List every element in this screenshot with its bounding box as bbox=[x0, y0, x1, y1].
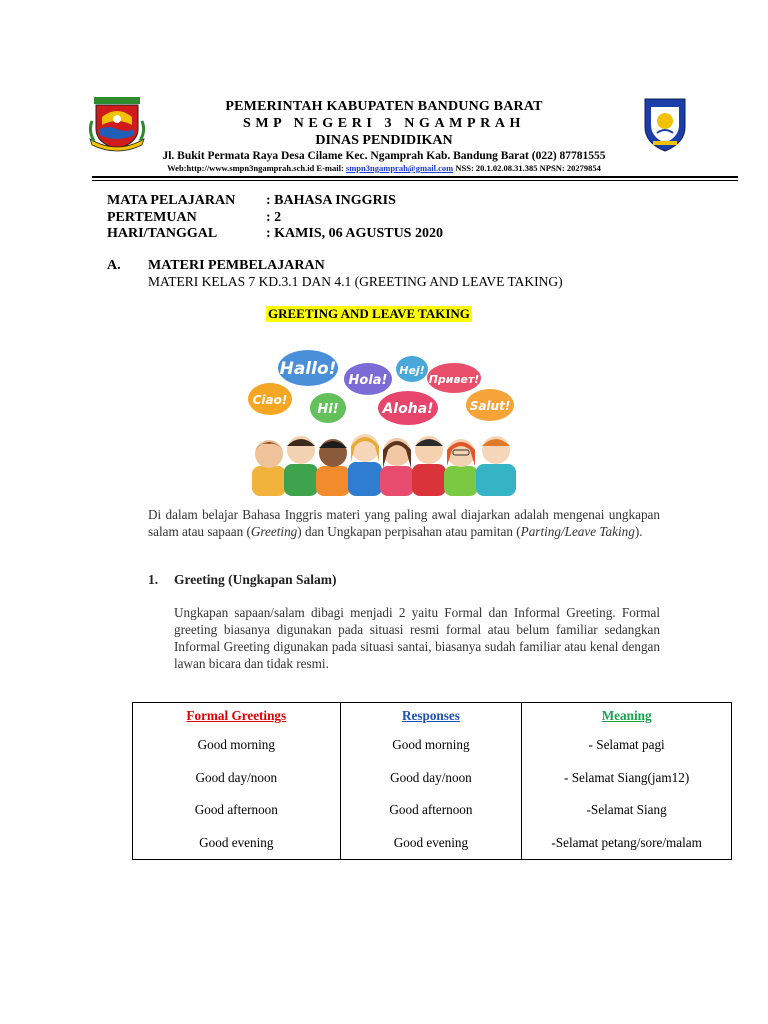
header-formal-greetings: Formal Greetings bbox=[186, 708, 287, 723]
info-value: : 2 bbox=[266, 210, 282, 225]
kop-school-name: SMP NEGERI 3 NGAMPRAH bbox=[242, 116, 526, 131]
info-value: : BAHASA INGGRIS bbox=[266, 193, 396, 208]
kop-web: Web:http://www.smpn3ngamprah.sch.id E-mail: bbox=[167, 163, 346, 173]
greetings-table bbox=[132, 702, 732, 860]
column-responses bbox=[340, 703, 522, 860]
info-label: MATA PELAJARAN bbox=[107, 193, 236, 208]
table-cell: -Selamat petang/sore/malam bbox=[551, 834, 702, 850]
table-cell: Good day/noon bbox=[195, 769, 278, 785]
point-1-body: Ungkapan sapaan/salam dibagi menjadi 2 yaitu Formal dan Informal Greeting. Formal greeting biasanya digunakan pada situasi resmi formal atau belum familiar sedangkan Informal Greeting digunakan pada situasi santai, biasanya sudah familiar atau kenal dengan lawan bicara dan tidak resmi. bbox=[174, 605, 660, 671]
table-cell: Good morning bbox=[392, 737, 470, 752]
bubble-text: Hola! bbox=[348, 373, 388, 388]
table-cell: - Selamat Siang(jam12) bbox=[564, 769, 690, 785]
intro-greeting-term: Greeting bbox=[250, 524, 298, 539]
intro-parting-term: Parting/Leave Taking bbox=[520, 524, 635, 539]
info-row-date bbox=[107, 226, 443, 242]
table-cell: -Selamat Siang bbox=[586, 802, 667, 817]
bubble-text: Salut! bbox=[469, 399, 511, 413]
bubble-text: Hallo! bbox=[279, 359, 337, 379]
kop-government: PEMERINTAH KABUPATEN BANDUNG BARAT bbox=[225, 99, 543, 114]
table-cell: - Selamat pagi bbox=[588, 737, 665, 752]
point-1-title: Greeting (Ungkapan Salam) bbox=[174, 572, 337, 587]
section-a-title: MATERI PEMBELAJARAN bbox=[148, 258, 325, 273]
bubble-text: Привет! bbox=[428, 373, 480, 386]
kop-divider-thick bbox=[92, 176, 738, 178]
header-meaning: Meaning bbox=[601, 708, 652, 723]
info-row-meeting bbox=[107, 210, 281, 226]
kop-nss: NSS: 20.1.02.08.31.385 NPSN: 20279854 bbox=[453, 163, 601, 173]
column-meaning bbox=[522, 703, 732, 860]
intro-text-3: ). bbox=[634, 524, 643, 539]
bubble-text: Ciao! bbox=[252, 393, 288, 407]
table-cell: Good afternoon bbox=[389, 802, 473, 817]
bubble-text: Hi! bbox=[317, 402, 339, 417]
table-cell: Good day/noon bbox=[390, 769, 472, 785]
intro-text-1: Di dalam belajar Bahasa Inggris materi yang paling awal diajarkan adalah mengenai ungkapan salam atau sapaan ( bbox=[148, 507, 660, 539]
children-group bbox=[252, 434, 516, 496]
intro-paragraph bbox=[148, 506, 660, 540]
intro-text-2: ) dan Ungkapan perpisahan atau pamitan ( bbox=[297, 524, 521, 539]
kop-contact bbox=[0, 163, 768, 173]
header-responses: Responses bbox=[401, 708, 460, 723]
kop-department: DINAS PENDIDIKAN bbox=[315, 133, 453, 148]
column-formal-greetings bbox=[133, 703, 341, 860]
highlighted-heading: GREETING AND LEAVE TAKING bbox=[268, 306, 470, 321]
table-cell: Good afternoon bbox=[194, 802, 278, 817]
table-cell: Good evening bbox=[199, 834, 274, 850]
section-a-marker: A. bbox=[107, 258, 121, 273]
table-cell: Good evening bbox=[393, 834, 469, 850]
info-label: PERTEMUAN bbox=[107, 210, 197, 225]
info-label: HARI/TANGGAL bbox=[107, 226, 218, 241]
kop-email-link[interactable]: smpn3ngamprah@gmail.com bbox=[345, 163, 454, 173]
greeting-illustration bbox=[246, 338, 526, 496]
kop-address: Jl. Bukit Permata Raya Desa Cilame Kec. Ngamprah Kab. Bandung Barat (022) 87781555 bbox=[162, 150, 606, 162]
point-1-number: 1. bbox=[148, 572, 159, 587]
point-1-heading bbox=[148, 572, 337, 588]
info-value: : KAMIS, 06 AGUSTUS 2020 bbox=[266, 226, 443, 241]
table-cell: Good morning bbox=[197, 737, 275, 752]
bubble-text: Aloha! bbox=[382, 401, 434, 417]
speech-bubbles bbox=[248, 350, 514, 425]
info-row-subject bbox=[107, 193, 396, 209]
bubble-text: Hej! bbox=[399, 364, 425, 377]
kop-divider-thin bbox=[92, 180, 738, 181]
section-a-subtitle: MATERI KELAS 7 KD.3.1 DAN 4.1 (GREETING AND LEAVE TAKING) bbox=[148, 274, 563, 289]
